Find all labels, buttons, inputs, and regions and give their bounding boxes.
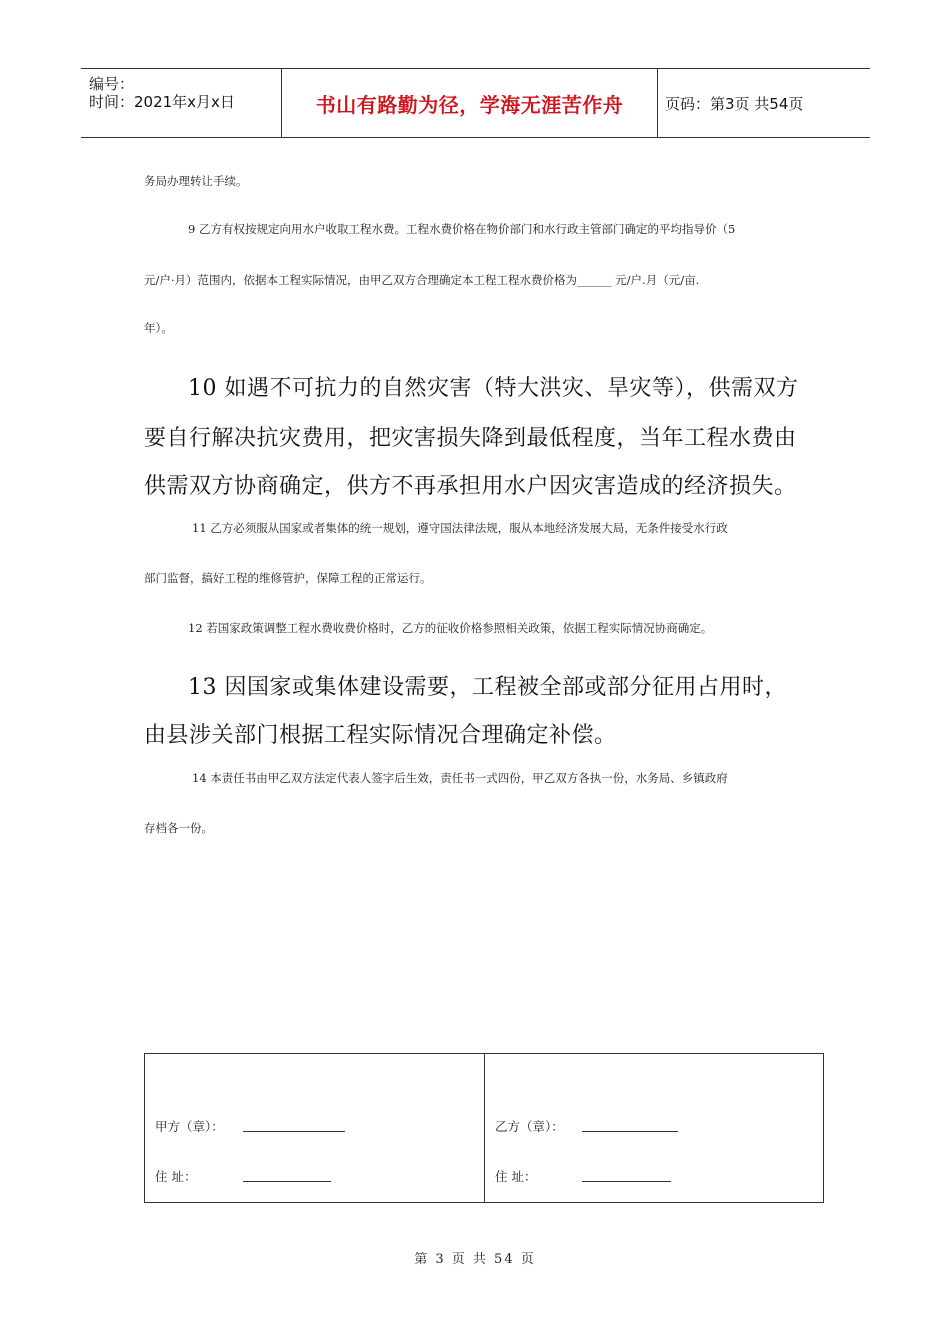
clause-11-line-2: 部门监督，搞好工程的维修管护，保障工程的正常运行。 [144,571,432,585]
clause-10-line-2: 要自行解决抗灾费用，把灾害损失降到最低程度，当年工程水费由 [144,426,797,451]
header-left-cell [81,69,281,137]
clause-11-line-1: 11 乙方必须服从国家或者集体的统一规划，遵守国法律法规，服从本地经济发展大局，无条件接受水行政 [192,521,728,535]
party-b-address-line[interactable] [582,1181,671,1182]
signature-divider [484,1054,485,1202]
clause-14-line-2: 存档各一份。 [144,821,213,835]
clause-13-line-1: 13 因国家或集体建设需要，工程被全部或部分征用占用时， [188,675,787,700]
clause-9-line-1: 9 乙方有权按规定向用水户收取工程水费。工程水费价格在物价部门和水行政主管部门确定的平均指导价（5 [188,222,736,236]
clause-10-line-1: 10 如遇不可抗力的自然灾害（特大洪灾、旱灾等），供需双方 [188,376,799,401]
paragraph-continuation: 务局办理转让手续。 [144,174,248,188]
document-number-label: 编号： [89,75,135,93]
clause-9-line-3: 年）。 [144,321,173,335]
party-b-seal-line[interactable] [582,1131,678,1132]
party-a-address-line[interactable] [243,1181,331,1182]
page-header [81,68,870,138]
party-a-seal-label: 甲方（章）： [155,1119,224,1134]
document-date: 时间：2021年x月x日 [89,93,235,111]
party-a-seal-line[interactable] [243,1131,345,1132]
header-page-info: 页码：第3页 共54页 [665,94,804,113]
clause-14-line-1: 14 本责任书由甲乙双方法定代表人签字后生效，责任书一式四份，甲乙双方各执一份，水务局、乡镇政府 [192,771,728,785]
page-footer: 第 3 页 共 54 页 [414,1252,536,1267]
signature-table [144,1053,824,1203]
clause-9-line-2: 元/户·月）范围内，依据本工程实际情况，由甲乙双方合理确定本工程工程水费价格为______ 元/户.月（元/亩. [144,273,700,287]
header-motto: 书山有路勤为径，学海无涯苦作舟 [281,69,658,137]
clause-10-line-3: 供需双方协商确定，供方不再承担用水户因灾害造成的经济损失。 [144,474,797,499]
party-b-seal-label: 乙方（章）： [495,1119,564,1134]
party-b-address-label: 住 址： [495,1169,537,1184]
clause-12-line-1: 12 若国家政策调整工程水费收费价格时，乙方的征收价格参照相关政策，依据工程实际情况协商确定。 [188,621,713,635]
party-a-address-label: 住 址： [155,1169,197,1184]
clause-13-line-2: 由县涉关部门根据工程实际情况合理确定补偿。 [144,723,617,748]
